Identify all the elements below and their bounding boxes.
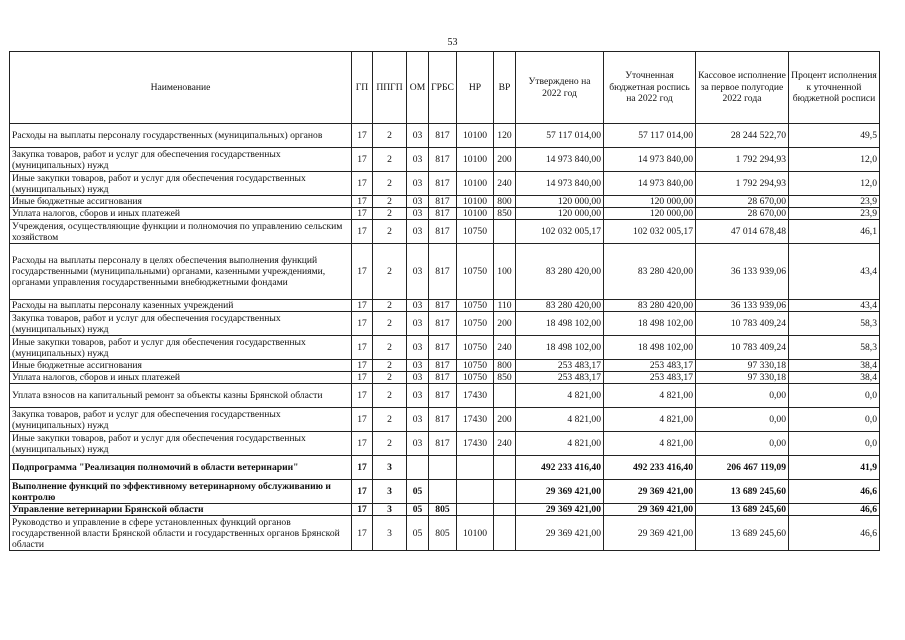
cell-ppgp: 3: [373, 504, 407, 516]
header-approved: Утверждено на 2022 год: [516, 52, 604, 124]
cell-ppgp: 2: [373, 172, 407, 196]
cell-cash: 13 689 245,60: [696, 516, 789, 551]
cell-vr: [494, 384, 516, 408]
cell-refined: 83 280 420,00: [604, 244, 696, 300]
cell-refined: 102 032 005,17: [604, 220, 696, 244]
cell-ppgp: 2: [373, 148, 407, 172]
header-name: Наименование: [10, 52, 352, 124]
cell-gp: 17: [352, 300, 373, 312]
cell-np: 10750: [457, 220, 494, 244]
cell-name: Подпрограмма "Реализация полномочий в области ветеринарии": [10, 456, 352, 480]
cell-vr: 240: [494, 432, 516, 456]
table-body: [10, 124, 880, 551]
header-vr: ВР: [494, 52, 516, 124]
cell-percent: 12,0: [789, 172, 880, 196]
cell-refined: 29 369 421,00: [604, 516, 696, 551]
cell-gp: 17: [352, 336, 373, 360]
cell-vr: 120: [494, 124, 516, 148]
cell-approved: 492 233 416,40: [516, 456, 604, 480]
cell-gp: 17: [352, 372, 373, 384]
cell-om: 05: [407, 480, 429, 504]
header-percent: Процент исполнения к уточненной бюджетной росписи: [789, 52, 880, 124]
cell-approved: 14 973 840,00: [516, 172, 604, 196]
cell-name: Иные бюджетные ассигнования: [10, 196, 352, 208]
cell-cash: 10 783 409,24: [696, 312, 789, 336]
cell-gp: 17: [352, 148, 373, 172]
header-om: ОМ: [407, 52, 429, 124]
cell-ppgp: 2: [373, 312, 407, 336]
table-row: [10, 124, 880, 148]
cell-np: [457, 456, 494, 480]
cell-percent: 12,0: [789, 148, 880, 172]
cell-gp: 17: [352, 504, 373, 516]
cell-grbs: 817: [429, 312, 457, 336]
table-row: [10, 360, 880, 372]
cell-np: 10750: [457, 244, 494, 300]
cell-name: Расходы на выплаты персоналу в целях обеспечения выполнения функций государственными (муниципальными) органами, казенными учреждениями, органами управления государственными внебюджетными фондами: [10, 244, 352, 300]
cell-percent: 58,3: [789, 312, 880, 336]
cell-ppgp: 2: [373, 124, 407, 148]
table-row: [10, 384, 880, 408]
cell-refined: 57 117 014,00: [604, 124, 696, 148]
cell-vr: 200: [494, 312, 516, 336]
cell-refined: 18 498 102,00: [604, 312, 696, 336]
cell-ppgp: 2: [373, 372, 407, 384]
cell-refined: 14 973 840,00: [604, 148, 696, 172]
cell-cash: 28 670,00: [696, 208, 789, 220]
cell-cash: 13 689 245,60: [696, 480, 789, 504]
cell-percent: 0,0: [789, 432, 880, 456]
cell-om: 03: [407, 360, 429, 372]
header-grbs: ГРБС: [429, 52, 457, 124]
cell-cash: 0,00: [696, 432, 789, 456]
cell-refined: 29 369 421,00: [604, 480, 696, 504]
table-row: [10, 148, 880, 172]
cell-om: 05: [407, 516, 429, 551]
cell-name: Уплата налогов, сборов и иных платежей: [10, 208, 352, 220]
cell-grbs: [429, 480, 457, 504]
cell-cash: 206 467 119,09: [696, 456, 789, 480]
cell-gp: 17: [352, 208, 373, 220]
cell-np: 17430: [457, 384, 494, 408]
cell-gp: 17: [352, 312, 373, 336]
table-row: [10, 208, 880, 220]
cell-cash: 1 792 294,93: [696, 172, 789, 196]
cell-grbs: 817: [429, 244, 457, 300]
cell-vr: 240: [494, 336, 516, 360]
cell-approved: 18 498 102,00: [516, 312, 604, 336]
cell-name: Закупка товаров, работ и услуг для обеспечения государственных (муниципальных) нужд: [10, 148, 352, 172]
cell-ppgp: 2: [373, 300, 407, 312]
cell-vr: [494, 504, 516, 516]
cell-name: Расходы на выплаты персоналу государственных (муниципальных) органов: [10, 124, 352, 148]
cell-refined: 18 498 102,00: [604, 336, 696, 360]
cell-ppgp: 2: [373, 208, 407, 220]
cell-ppgp: 3: [373, 456, 407, 480]
cell-ppgp: 2: [373, 360, 407, 372]
cell-percent: 43,4: [789, 300, 880, 312]
cell-approved: 253 483,17: [516, 372, 604, 384]
cell-vr: [494, 456, 516, 480]
cell-gp: 17: [352, 220, 373, 244]
cell-approved: 4 821,00: [516, 384, 604, 408]
cell-vr: [494, 220, 516, 244]
cell-gp: 17: [352, 244, 373, 300]
table-row: [10, 432, 880, 456]
cell-percent: 46,6: [789, 516, 880, 551]
cell-vr: 100: [494, 244, 516, 300]
cell-grbs: 817: [429, 148, 457, 172]
cell-om: 03: [407, 372, 429, 384]
cell-gp: 17: [352, 516, 373, 551]
cell-approved: 57 117 014,00: [516, 124, 604, 148]
cell-om: 03: [407, 408, 429, 432]
cell-gp: 17: [352, 196, 373, 208]
cell-approved: 120 000,00: [516, 208, 604, 220]
cell-refined: 4 821,00: [604, 408, 696, 432]
cell-cash: 0,00: [696, 384, 789, 408]
cell-refined: 29 369 421,00: [604, 504, 696, 516]
cell-grbs: 805: [429, 504, 457, 516]
table-row: [10, 456, 880, 480]
cell-name: Управление ветеринарии Брянской области: [10, 504, 352, 516]
cell-gp: 17: [352, 384, 373, 408]
cell-np: 17430: [457, 408, 494, 432]
cell-approved: 4 821,00: [516, 408, 604, 432]
cell-approved: 83 280 420,00: [516, 244, 604, 300]
cell-grbs: 817: [429, 220, 457, 244]
cell-grbs: 817: [429, 408, 457, 432]
cell-grbs: 817: [429, 384, 457, 408]
cell-approved: 4 821,00: [516, 432, 604, 456]
table-row: [10, 196, 880, 208]
cell-np: 10100: [457, 208, 494, 220]
cell-refined: 4 821,00: [604, 384, 696, 408]
cell-refined: 492 233 416,40: [604, 456, 696, 480]
cell-grbs: 805: [429, 516, 457, 551]
cell-refined: 83 280 420,00: [604, 300, 696, 312]
table-row: [10, 408, 880, 432]
cell-ppgp: 2: [373, 384, 407, 408]
cell-cash: 97 330,18: [696, 360, 789, 372]
table-row: [10, 300, 880, 312]
cell-refined: 4 821,00: [604, 432, 696, 456]
cell-percent: 46,1: [789, 220, 880, 244]
cell-om: 03: [407, 220, 429, 244]
cell-percent: 41,9: [789, 456, 880, 480]
table-row: [10, 336, 880, 360]
cell-percent: 58,3: [789, 336, 880, 360]
cell-grbs: 817: [429, 208, 457, 220]
cell-om: 03: [407, 196, 429, 208]
cell-cash: 97 330,18: [696, 372, 789, 384]
cell-om: 03: [407, 384, 429, 408]
cell-name: Иные закупки товаров, работ и услуг для обеспечения государственных (муниципальных) нужд: [10, 172, 352, 196]
cell-om: 03: [407, 124, 429, 148]
table-row: [10, 172, 880, 196]
header-np: НР: [457, 52, 494, 124]
cell-ppgp: 2: [373, 336, 407, 360]
cell-grbs: 817: [429, 372, 457, 384]
cell-grbs: 817: [429, 196, 457, 208]
cell-vr: [494, 516, 516, 551]
cell-refined: 14 973 840,00: [604, 172, 696, 196]
cell-vr: 850: [494, 208, 516, 220]
cell-grbs: 817: [429, 172, 457, 196]
cell-om: 03: [407, 172, 429, 196]
cell-vr: 800: [494, 196, 516, 208]
cell-name: Закупка товаров, работ и услуг для обеспечения государственных (муниципальных) нужд: [10, 408, 352, 432]
cell-grbs: [429, 456, 457, 480]
table-row: [10, 220, 880, 244]
cell-vr: 240: [494, 172, 516, 196]
table-row: [10, 244, 880, 300]
cell-gp: 17: [352, 172, 373, 196]
cell-cash: 36 133 939,06: [696, 300, 789, 312]
header-gp: ГП: [352, 52, 373, 124]
cell-approved: 29 369 421,00: [516, 504, 604, 516]
cell-approved: 102 032 005,17: [516, 220, 604, 244]
cell-cash: 0,00: [696, 408, 789, 432]
header-cash: Кассовое исполнение за первое полугодие 2022 года: [696, 52, 789, 124]
cell-refined: 253 483,17: [604, 372, 696, 384]
cell-approved: 29 369 421,00: [516, 480, 604, 504]
cell-name: Иные бюджетные ассигнования: [10, 360, 352, 372]
cell-gp: 17: [352, 432, 373, 456]
cell-vr: [494, 480, 516, 504]
budget-table: [9, 51, 880, 551]
cell-percent: 38,4: [789, 372, 880, 384]
cell-gp: 17: [352, 456, 373, 480]
cell-name: Выполнение функций по эффективному ветеринарному обслуживанию и контролю: [10, 480, 352, 504]
cell-name: Закупка товаров, работ и услуг для обеспечения государственных (муниципальных) нужд: [10, 312, 352, 336]
header-ppgp: ППГП: [373, 52, 407, 124]
header-refined: Уточненная бюджетная роспись на 2022 год: [604, 52, 696, 124]
cell-om: 03: [407, 312, 429, 336]
cell-np: 10750: [457, 372, 494, 384]
cell-percent: 43,4: [789, 244, 880, 300]
cell-np: 17430: [457, 432, 494, 456]
cell-percent: 46,6: [789, 504, 880, 516]
cell-refined: 253 483,17: [604, 360, 696, 372]
cell-approved: 29 369 421,00: [516, 516, 604, 551]
cell-np: 10750: [457, 300, 494, 312]
cell-grbs: 817: [429, 360, 457, 372]
cell-ppgp: 2: [373, 432, 407, 456]
cell-name: Учреждения, осуществляющие функции и полномочия по управлению сельским хозяйством: [10, 220, 352, 244]
cell-vr: 200: [494, 408, 516, 432]
cell-approved: 14 973 840,00: [516, 148, 604, 172]
cell-name: Уплата взносов на капитальный ремонт за объекты казны Брянской области: [10, 384, 352, 408]
cell-np: 10750: [457, 336, 494, 360]
cell-name: Расходы на выплаты персоналу казенных учреждений: [10, 300, 352, 312]
cell-cash: 1 792 294,93: [696, 148, 789, 172]
cell-vr: 200: [494, 148, 516, 172]
cell-om: 03: [407, 148, 429, 172]
cell-percent: 38,4: [789, 360, 880, 372]
cell-grbs: 817: [429, 432, 457, 456]
cell-np: 10750: [457, 312, 494, 336]
cell-grbs: 817: [429, 124, 457, 148]
cell-np: 10100: [457, 196, 494, 208]
cell-gp: 17: [352, 408, 373, 432]
cell-cash: 28 244 522,70: [696, 124, 789, 148]
cell-ppgp: 3: [373, 480, 407, 504]
cell-ppgp: 2: [373, 244, 407, 300]
cell-cash: 28 670,00: [696, 196, 789, 208]
cell-refined: 120 000,00: [604, 208, 696, 220]
cell-np: [457, 504, 494, 516]
cell-cash: 47 014 678,48: [696, 220, 789, 244]
cell-gp: 17: [352, 480, 373, 504]
cell-np: 10750: [457, 360, 494, 372]
cell-name: Уплата налогов, сборов и иных платежей: [10, 372, 352, 384]
cell-ppgp: 2: [373, 408, 407, 432]
cell-percent: 46,6: [789, 480, 880, 504]
cell-np: 10100: [457, 516, 494, 551]
cell-approved: 18 498 102,00: [516, 336, 604, 360]
cell-name: Иные закупки товаров, работ и услуг для обеспечения государственных (муниципальных) нужд: [10, 432, 352, 456]
cell-percent: 0,0: [789, 384, 880, 408]
cell-vr: 850: [494, 372, 516, 384]
cell-gp: 17: [352, 360, 373, 372]
cell-ppgp: 2: [373, 220, 407, 244]
cell-np: 10100: [457, 172, 494, 196]
cell-cash: 36 133 939,06: [696, 244, 789, 300]
cell-percent: 49,5: [789, 124, 880, 148]
cell-name: Иные закупки товаров, работ и услуг для обеспечения государственных (муниципальных) нужд: [10, 336, 352, 360]
page-number: 53: [447, 37, 458, 48]
cell-grbs: 817: [429, 300, 457, 312]
header-row: [10, 52, 880, 124]
table-row: [10, 312, 880, 336]
table-row: [10, 480, 880, 504]
cell-name: Руководство и управление в сфере установленных функций органов государственной власти Брянской области и государственных органов Брянской области: [10, 516, 352, 551]
cell-om: 03: [407, 300, 429, 312]
cell-om: [407, 456, 429, 480]
cell-np: 10100: [457, 124, 494, 148]
table-row: [10, 516, 880, 551]
cell-percent: 23,9: [789, 196, 880, 208]
cell-ppgp: 3: [373, 516, 407, 551]
cell-approved: 120 000,00: [516, 196, 604, 208]
cell-gp: 17: [352, 124, 373, 148]
cell-vr: 110: [494, 300, 516, 312]
cell-approved: 83 280 420,00: [516, 300, 604, 312]
cell-om: 03: [407, 336, 429, 360]
cell-om: 03: [407, 208, 429, 220]
cell-approved: 253 483,17: [516, 360, 604, 372]
table-row: [10, 372, 880, 384]
cell-cash: 13 689 245,60: [696, 504, 789, 516]
cell-om: 03: [407, 432, 429, 456]
cell-percent: 23,9: [789, 208, 880, 220]
cell-vr: 800: [494, 360, 516, 372]
cell-refined: 120 000,00: [604, 196, 696, 208]
cell-ppgp: 2: [373, 196, 407, 208]
table-row: [10, 504, 880, 516]
cell-np: [457, 480, 494, 504]
cell-om: 03: [407, 244, 429, 300]
cell-np: 10100: [457, 148, 494, 172]
cell-om: 05: [407, 504, 429, 516]
cell-cash: 10 783 409,24: [696, 336, 789, 360]
cell-grbs: 817: [429, 336, 457, 360]
cell-percent: 0,0: [789, 408, 880, 432]
